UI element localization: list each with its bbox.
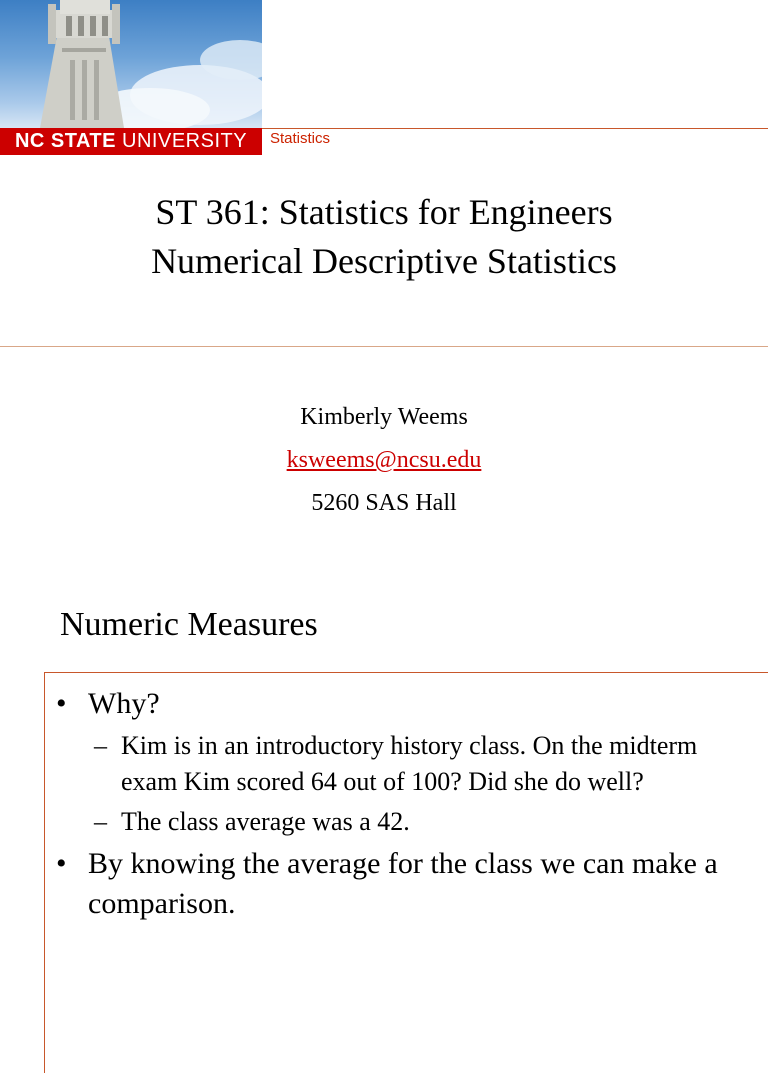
title-line-2: Numerical Descriptive Statistics [151, 241, 617, 281]
author-office: 5260 SAS Hall [311, 490, 457, 516]
author-email-link[interactable]: ksweems@ncsu.edu [286, 447, 482, 473]
sub-bullet-text: Kim is in an introductory history class. On the midterm exam Kim scored 64 out of 100? Did she do well? [121, 731, 698, 796]
sub-bullet-marker: – [94, 807, 107, 836]
sub-bullet-text: The class average was a 42. [121, 807, 410, 836]
logo-university: UNIVERSITY [122, 130, 248, 152]
author-info [0, 396, 768, 525]
logo-nc-state: NC STATE [14, 130, 116, 152]
slide-title [0, 188, 768, 286]
belltower-photo [0, 0, 262, 128]
bullet-text: Why? [88, 687, 160, 720]
author-name: Kimberly Weems [300, 404, 468, 430]
bullet-marker: • [56, 847, 67, 880]
title-line-1: ST 361: Statistics for Engineers [155, 192, 613, 232]
sub-bullet-marker: – [94, 731, 107, 760]
department-label: Statistics [270, 130, 331, 147]
slide-divider [0, 346, 768, 347]
bullet-marker: • [56, 687, 67, 720]
bullet-text: By knowing the average for the class we can make a comparison. [88, 847, 718, 920]
ncsu-logo [0, 128, 262, 155]
bullet-item [56, 844, 746, 924]
sub-bullet-item [56, 804, 746, 840]
header-rule [262, 128, 768, 129]
bullet-item [56, 684, 746, 724]
section-title: Numeric Measures [60, 606, 318, 643]
sub-bullet-item [56, 728, 746, 800]
bullet-list [56, 684, 746, 928]
